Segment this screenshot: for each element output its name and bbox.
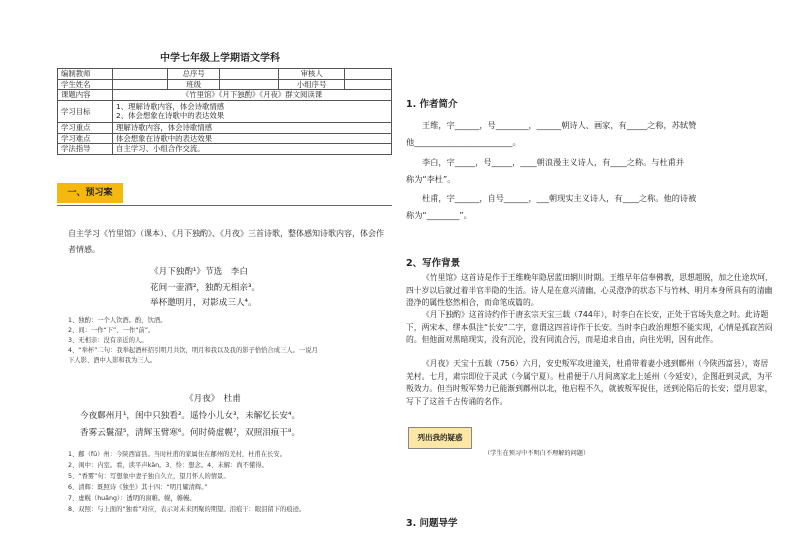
poem-notes: [68, 449, 398, 515]
note-item: 8、双照：与上面的“独看”对应，表示对未来团聚的期望。泪痕干：眼泪留下的痕迹。: [68, 506, 306, 514]
poem-title: 《月夜》 杜甫: [185, 394, 241, 404]
table-row: [58, 133, 392, 144]
table-cell: 自主学习、小组合作交流。: [113, 144, 392, 155]
table-cell-label: 学法指导: [58, 144, 113, 155]
author-line: 他________________________。: [406, 137, 521, 147]
section-divider: [57, 205, 392, 206]
author-line: 称为“李杜”。: [406, 174, 456, 184]
table-row: [58, 90, 392, 101]
note-item: 下人影、酒中人影和我为三人。: [68, 357, 157, 365]
list-questions-button[interactable]: 列出我的疑惑: [408, 427, 472, 449]
note-item: 2、间：一作“下”、一作“前”。: [68, 327, 155, 335]
poem-line: 今夜鄜州月¹，闺中只独看²。遥怜小儿女³，未解忆长安⁴。: [80, 411, 301, 421]
note-item: 4、“举杯”二句：我举起酒杯招引明月共饮，明月和我以及我的影子恰恰合成三人。一说月: [68, 347, 318, 355]
table-row: [58, 69, 392, 80]
table-cell-label: 课题内容: [58, 90, 113, 101]
section-heading: 3. 问题导学: [406, 518, 458, 529]
section-heading: 1. 作者简介: [406, 99, 458, 110]
button-note: （学生在预习中不明白不理解的问题）: [484, 450, 590, 457]
note-item: 2、闺中：内室。看，读平声kān。3、怜：想念。4、未解：尚不懂得。: [68, 462, 268, 470]
table-cell: 体会想象在诗歌中的表达效果: [113, 133, 392, 144]
author-line: 杜甫，字______，自号______，___朝现实主义诗人，有____之称。他的诗被: [422, 193, 697, 203]
poem-notes: [68, 316, 398, 366]
note-item: 7、虚幌（huǎng）：透明的窗帷。幌，帷幔。: [68, 495, 196, 503]
table-cell: 理解诗歌内容，体会诗歌情感: [113, 122, 392, 133]
table-cell: 班级: [168, 79, 220, 90]
note-item: 1、独酌：一个人饮酒。酌，饮酒。: [68, 317, 167, 324]
objective-line: 2、体会想象在诗歌中的表达效果: [116, 111, 225, 121]
objective-line: 1、理解诗歌内容，体会诗歌情感: [116, 101, 225, 111]
note-item: 6、清辉：既照诗《独坐》其十四：“明月耀清辉。”: [68, 484, 208, 492]
table-row: [58, 122, 392, 133]
note-item: 5、“香雾”句：写想象中妻子独自久立，望月怀人的情景。: [68, 473, 230, 481]
intro-text: 自主学习《竹里馆》（课本）、《月下独酌》、《月夜》三首诗歌，整体感知诗歌内容，体会作者情感。: [68, 229, 384, 254]
background-paragraph: 《月下独酌》这首诗约作于唐玄宗天宝三载（744年），时李白在长安，正处于官场失意之时。此诗题下，两宋本、缪本俱注“长安”二字，意谓这四首诗作于长安。当时李白政治理想不能实现，心情是孤寂苦闷的。但他面对黑暗现实，没有沉沦，没有同流合污，而是追求自由，向往光明，因有此作。: [406, 310, 773, 345]
table-cell-label: 编制教师: [58, 69, 113, 80]
note-item: 1、鄜（fū）州：今陕西富县。当时杜甫的家属住在鄜州的羌村，杜甫在长安。: [68, 451, 287, 458]
table-cell-label: 学习目标: [58, 100, 113, 122]
poem-line: 举杯邀明月，对影成三人⁴。: [150, 298, 257, 308]
section-banner: 一、预习案: [57, 183, 123, 203]
doc-title: 中学七年级上学期语文学科: [160, 53, 280, 64]
note-item: 3、无相亲：没有亲近的人。: [68, 337, 148, 345]
section-heading: 2、写作背景: [406, 258, 461, 269]
author-line: 王维，字______，号________，______朝诗人、画家，有_____之称，苏轼赞: [422, 120, 697, 130]
poem-title: 《月下独酌¹》节选 李白: [150, 267, 248, 277]
table-cell-label: 学习难点: [58, 133, 113, 144]
table-cell: 审核人: [279, 69, 345, 80]
table-cell-label: 学生姓名: [58, 79, 113, 90]
table-row: [58, 144, 392, 155]
author-line: 李白，字_____，号_____，____朝浪漫主义诗人，有____之称。与杜甫并: [422, 157, 685, 167]
background-paragraph: 《竹里馆》这首诗是作于王维晚年隐居蓝田辋川时期。王维早年信奉佛教，思想超脱，加之仕途坎坷，四十岁以后就过着半官半隐的生活。诗人是在意兴清幽、心灵澄净的状态下与竹林、明月本身所具有的清幽澄净的属性悠然相合，而命笔成篇的。: [406, 273, 773, 308]
poem-line: 花间一壶酒²，独酌无相亲³。: [150, 283, 261, 293]
table-row: [58, 100, 392, 122]
table-row: [58, 79, 392, 90]
table-cell: [113, 100, 392, 122]
author-line: 称为“________”。: [406, 210, 472, 220]
table-cell: 小组序号: [279, 79, 345, 90]
table-cell-label: 学习重点: [58, 122, 113, 133]
background-paragraph: 《月夜》天宝十五载（756）六月，安史叛军攻进潼关，杜甫带着妻小逃到鄜州（今陕西富县），寄居羌村。七月，肃宗即位于灵武（今属宁夏）。杜甫便于八月间离家北上延州（今延安），企图赶到灵武，为平叛效力。但当时叛军势力已能渐到鄜州以北，他启程不久，就被叛军捉住，送到沦陷后的长安；望月思家，写下了这首千古传诵的名作。: [406, 359, 773, 406]
table-cell: 《竹里馆》《月下独酌》《月夜》群文阅读课: [113, 90, 392, 101]
table-cell: 总序号: [168, 69, 220, 80]
poem-line: 香雾云鬟湿⁵，清辉玉臂寒⁶。何时倚虚幌⁷，双照泪痕干⁸。: [80, 428, 301, 438]
info-table: [57, 68, 392, 155]
